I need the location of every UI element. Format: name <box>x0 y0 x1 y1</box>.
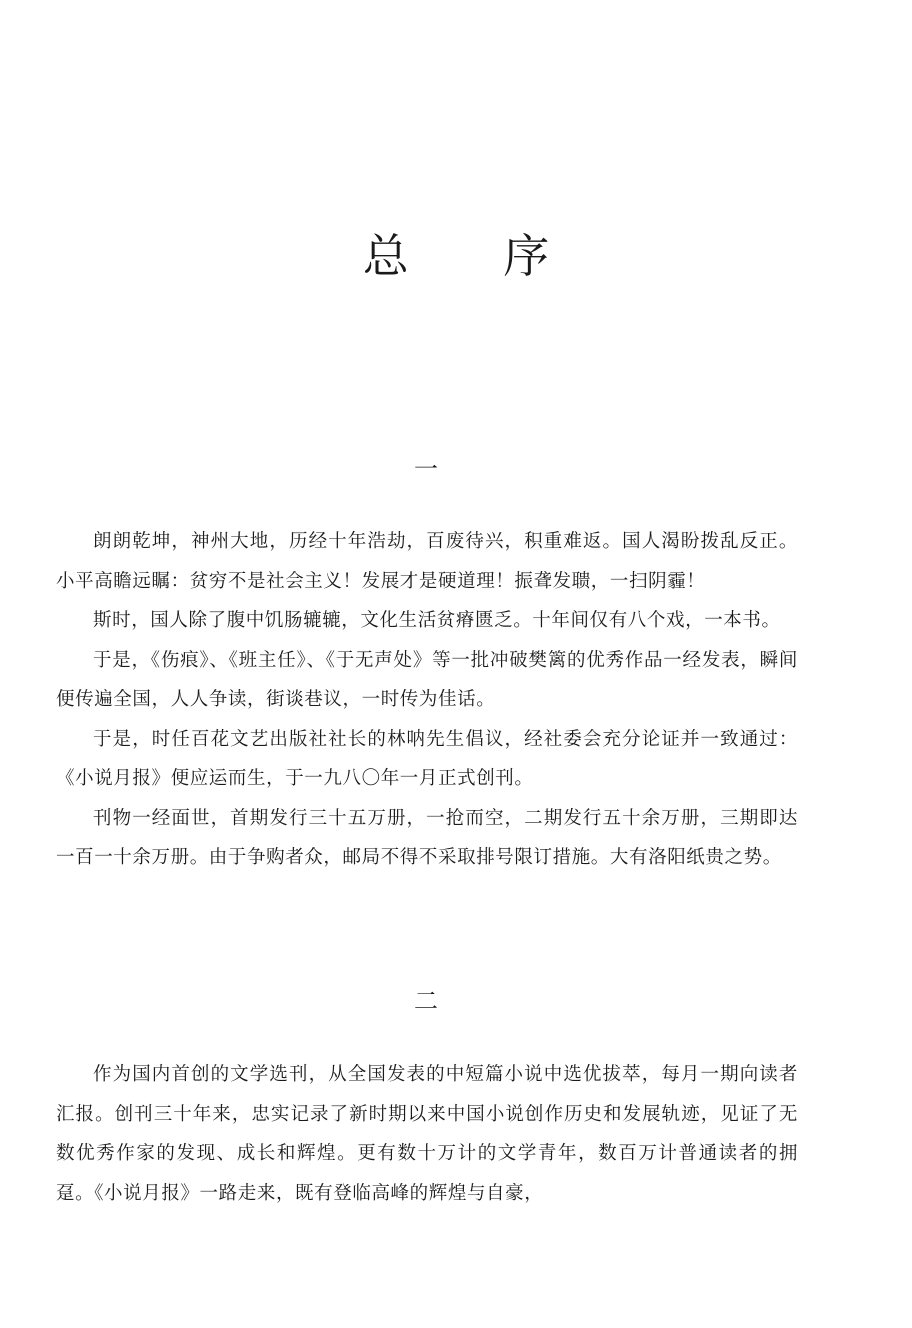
paragraph: 斯时，国人除了腹中饥肠辘辘，文化生活贫瘠匮乏。十年间仅有八个戏，一本书。 <box>93 610 781 631</box>
paragraph: 于是，《伤痕》、《班主任》、《于无声处》等一批冲破樊篱的优秀作品一经发表，瞬间便传遍全国，人人争读，街谈巷议，一时传为佳话。 <box>56 649 798 710</box>
section-1-body <box>56 522 798 878</box>
paragraph: 朗朗乾坤，神州大地，历经十年浩劫，百废待兴，积重难返。国人渴盼拨乱反正。小平高瞻远瞩：贫穷不是社会主义！发展才是硬道理！振聋发聩，一扫阴霾！ <box>56 531 798 592</box>
paragraph: 于是，时任百花文艺出版社社长的林呐先生倡议，经社委会充分论证并一致通过：《小说月报》便应运而生，于一九八〇年一月正式创刊。 <box>56 728 798 789</box>
section-number-1: 一 <box>414 455 438 483</box>
section-number-2: 二 <box>414 987 438 1015</box>
paragraph: 刊物一经面世，首期发行三十五万册，一抢而空，二期发行五十余万册，三期即达一百一十余万册。由于争购者众，邮局不得不采取排号限订措施。大有洛阳纸贵之势。 <box>56 807 798 868</box>
page-title: 总 序 <box>362 229 590 283</box>
paragraph: 作为国内首创的文学选刊，从全国发表的中短篇小说中选优拔萃，每月一期向读者汇报。创刊三十年来，忠实记录了新时期以来中国小说创作历史和发展轨迹，见证了无数优秀作家的发现、成长和辉煌。更有数十万计的文学青年，数百万计普通读者的拥趸。《小说月报》一路走来，既有登临高峰的辉煌与自豪， <box>56 1064 798 1204</box>
section-2-body <box>56 1055 798 1213</box>
